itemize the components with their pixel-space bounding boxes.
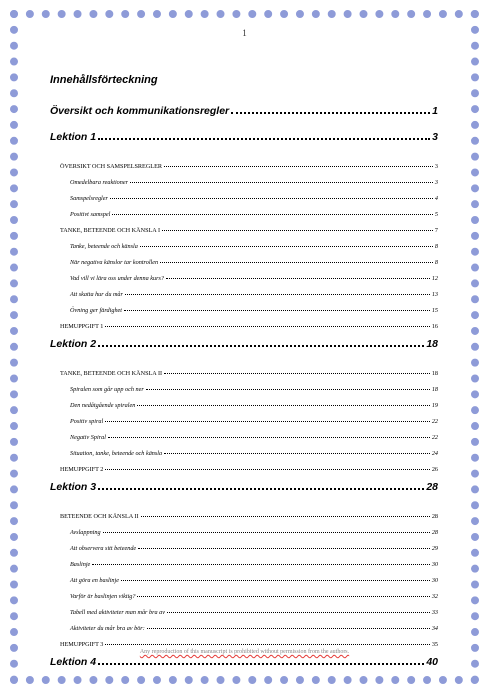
toc-entry-label: Aktiviteter du mår bra av bör: [70, 624, 145, 632]
dot-leader [141, 516, 430, 517]
toc-entry-label: Vad vill vi lära oss under denna kurs? [70, 274, 165, 282]
dot-leader [162, 230, 433, 231]
toc-entry-page-number: 8 [434, 258, 438, 266]
toc-entry-page-number: 30 [431, 576, 438, 584]
toc-entry-page-number: 13 [431, 290, 438, 298]
toc-entry-label: Tabell med aktiviteter man mår bra av [70, 608, 165, 616]
dot-leader [98, 663, 424, 665]
page-number: 1 [242, 28, 247, 38]
toc-entry-page-number: 24 [431, 449, 438, 457]
toc-entry-label: Lektion 4 [50, 656, 97, 668]
toc-section-entry[interactable] [50, 302, 438, 318]
dot-leader [140, 246, 433, 247]
toc-entry-page-number: 28 [426, 481, 438, 493]
toc-entry-page-number: 40 [426, 656, 438, 668]
toc-entry-page-number: 8 [434, 242, 438, 250]
dot-leader [92, 564, 430, 565]
toc-entry-label: BETEENDE OCH KÄNSLA II [60, 512, 139, 520]
toc-entry-page-number: 19 [431, 401, 438, 409]
toc-entry-page-number: 18 [431, 385, 438, 393]
toc-entry-label: HEMUPPGIFT 2 [60, 465, 104, 473]
toc-chapter-entry[interactable] [50, 477, 438, 493]
toc-section-entry[interactable] [50, 540, 438, 556]
toc-entry-page-number: 3 [432, 131, 438, 143]
toc-section-entry[interactable] [50, 524, 438, 540]
toc-entry-page-number: 18 [426, 338, 438, 350]
toc-entry-page-number: 7 [434, 226, 438, 234]
dot-leader [105, 644, 429, 645]
toc-entry-page-number: 18 [431, 369, 438, 377]
dot-leader [160, 262, 433, 263]
toc-entries [50, 101, 438, 668]
toc-entry-label: Positivt samspel [70, 210, 111, 218]
toc-chapter-entry[interactable] [50, 101, 438, 117]
toc-chapter-entry[interactable] [50, 127, 438, 143]
dot-leader [138, 548, 430, 549]
toc-entry-label: Översikt och kommunikationsregler [50, 105, 230, 117]
toc-entry-label: Omedelbara reaktioner [70, 178, 129, 186]
toc-section-entry[interactable] [50, 238, 438, 254]
toc-entry-page-number: 22 [431, 433, 438, 441]
toc-entry-label: Baslinje [70, 560, 91, 568]
dot-leader [98, 488, 424, 490]
dot-leader [98, 345, 424, 347]
dot-leader [166, 278, 430, 279]
toc-entry-label: Lektion 1 [50, 131, 97, 143]
dot-leader [231, 112, 430, 114]
dot-leader [147, 628, 430, 629]
toc-section-entry[interactable] [50, 381, 438, 397]
dot-leader [110, 198, 433, 199]
toc-entry-page-number: 3 [434, 178, 438, 186]
toc-entry-label: HEMUPPGIFT 3 [60, 640, 104, 648]
toc-entry-page-number: 22 [431, 417, 438, 425]
toc-entry-page-number: 1 [432, 105, 438, 117]
toc-entry-label: Spiralen som går upp och ner [70, 385, 144, 393]
dot-leader [105, 326, 429, 327]
toc-section-entry[interactable] [50, 158, 438, 174]
toc-section-entry[interactable] [50, 508, 438, 524]
toc-section-entry[interactable] [50, 286, 438, 302]
toc-entry-label: När negativa känslor tar kontrollen [70, 258, 159, 266]
toc-entry-page-number: 5 [434, 210, 438, 218]
toc-entry-label: Lektion 2 [50, 338, 97, 350]
toc-entry-label: Att göra en baslinje [70, 576, 119, 584]
toc-entry-label: TANKE, BETEENDE OCH KÄNSLA I [60, 226, 161, 234]
toc-section-entry[interactable] [50, 572, 438, 588]
dot-leader [112, 214, 433, 215]
toc-entry-page-number: 16 [431, 322, 438, 330]
toc-section-entry[interactable] [50, 397, 438, 413]
toc-section-entry[interactable] [50, 222, 438, 238]
copyright-footer: Any reproduction of this manuscript is prohibited without permission from the authors. [139, 649, 350, 655]
toc-section-entry[interactable] [50, 270, 438, 286]
dot-leader [125, 294, 430, 295]
toc-entry-page-number: 29 [431, 544, 438, 552]
toc-section-entry[interactable] [50, 556, 438, 572]
toc-entry-page-number: 12 [431, 274, 438, 282]
dot-leader [124, 310, 430, 311]
dot-leader [164, 373, 430, 374]
dot-leader [121, 580, 430, 581]
dot-leader [146, 389, 430, 390]
toc-entry-label: Tanke, beteende och känsla [70, 242, 138, 250]
toc-entry-label: Att skatta hur du mår [70, 290, 123, 298]
toc-section-entry[interactable] [50, 461, 438, 477]
toc-entry-page-number: 33 [431, 608, 438, 616]
toc-chapter-entry[interactable] [50, 334, 438, 350]
toc-entry-page-number: 35 [431, 640, 438, 648]
toc-section-entry[interactable] [50, 588, 438, 604]
toc-entry-label: HEMUPPGIFT 1 [60, 322, 104, 330]
toc-entry-page-number: 28 [431, 512, 438, 520]
toc-entry-label: Positiv spiral [70, 417, 104, 425]
toc-section-entry[interactable] [50, 206, 438, 222]
dot-leader [167, 612, 430, 613]
dot-leader [164, 453, 430, 454]
dot-leader [137, 596, 429, 597]
toc-title: Innehållsförteckning [50, 74, 158, 86]
dot-leader [130, 182, 433, 183]
toc-entry-label: ÖVERSIKT OCH SAMSPELSREGLER [60, 162, 162, 170]
toc-entry-page-number: 4 [434, 194, 438, 202]
toc-section-entry[interactable] [50, 604, 438, 620]
toc-section-entry[interactable] [50, 413, 438, 429]
toc-entry-page-number: 26 [431, 465, 438, 473]
dot-leader [98, 138, 430, 140]
toc-entry-page-number: 30 [431, 560, 438, 568]
toc-entry-page-number: 32 [431, 592, 438, 600]
dot-leader [137, 405, 430, 406]
toc-entry-label: Avslappning [70, 528, 101, 536]
toc-entry-label: Varför är baslinjen viktig? [70, 592, 136, 600]
toc-entry-label: Negativ Spiral [70, 433, 106, 441]
dot-leader [164, 166, 433, 167]
toc-section-entry[interactable] [50, 254, 438, 270]
toc-section-entry[interactable] [50, 445, 438, 461]
toc-entry-label: TANKE, BETEENDE OCH KÄNSLA II [60, 369, 163, 377]
toc-entry-page-number: 15 [431, 306, 438, 314]
toc-section-entry[interactable] [50, 620, 438, 636]
toc-entry-page-number: 3 [434, 162, 438, 170]
table-of-contents [50, 74, 438, 683]
toc-entry-label: Situation, tanke, beteende och känsla [70, 449, 163, 457]
toc-entry-page-number: 34 [431, 624, 438, 632]
toc-section-entry[interactable] [50, 318, 438, 334]
toc-entry-label: Övning ger färdighet [70, 306, 123, 314]
toc-section-entry[interactable] [50, 365, 438, 381]
toc-entry-label: Den nedåtgående spiralen [70, 401, 136, 409]
toc-entry-page-number: 28 [431, 528, 438, 536]
toc-entry-label: Att observera sitt beteende [70, 544, 137, 552]
toc-entry-label: Lektion 3 [50, 481, 97, 493]
toc-entry-label: Samspelsregler [70, 194, 108, 202]
dot-leader [108, 437, 430, 438]
toc-section-entry[interactable] [50, 190, 438, 206]
dot-leader [105, 469, 429, 470]
toc-section-entry[interactable] [50, 429, 438, 445]
dot-leader [105, 421, 430, 422]
dot-leader [103, 532, 430, 533]
toc-section-entry[interactable] [50, 174, 438, 190]
